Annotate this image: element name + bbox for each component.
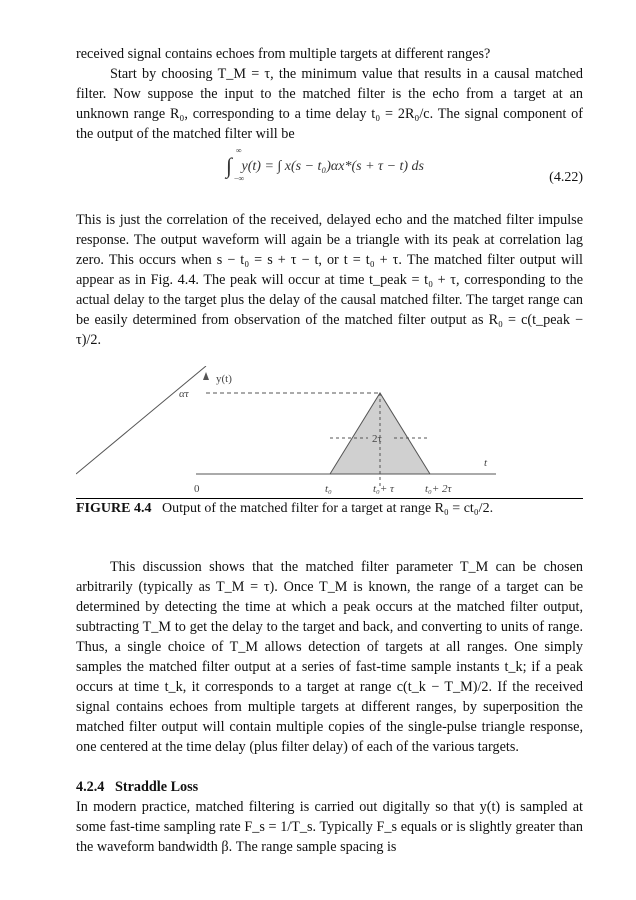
figure-4-4 bbox=[76, 366, 583, 496]
paragraph-1: Start by choosing T_M = τ, the minimum value that results in a causal matched filter. Now suppose the input to the matched filter is the echo from a target at an unknown range R₀, corresponding to a time delay t₀ = 2R₀/c. The signal component of the output of the matched filter will be bbox=[76, 66, 583, 142]
section-heading bbox=[76, 777, 583, 797]
width-label: 2τ bbox=[372, 433, 382, 445]
x-axis-label: t bbox=[484, 457, 488, 469]
y-axis-label: y(t) bbox=[216, 373, 232, 385]
equation-formula bbox=[226, 146, 425, 183]
section-number: 4.2.4 bbox=[76, 779, 105, 795]
integral-lower-limit: −∞ bbox=[234, 174, 245, 183]
paragraph-2: This is just the correlation of the received, delayed echo and the matched filter impulse response. The output waveform will again be a triangle with its peak at correlation lag zero. This occurs when s − t₀ = s + τ − t, or t = t₀ + τ. The matched filter output will appear as in Fig. 4.4. The peak will occur at time t_peak = t₀ + τ, corresponding to the actual delay to the target plus the delay of the causal matched filter. The target range can be easily determined from observation of the matched filter output as R₀ = c(t_peak − τ)/2. bbox=[76, 212, 583, 348]
figure-caption-text: Output of the matched filter for a target at range R₀ = ct₀/2. bbox=[161, 501, 494, 516]
integral-upper-limit: ∞ bbox=[236, 146, 242, 155]
y-axis bbox=[76, 366, 206, 474]
paragraph-0: received signal contains echoes from multiple targets at different ranges? bbox=[76, 46, 491, 62]
tick-label-t0-plus-2tau: t₀+ 2τ bbox=[425, 483, 452, 495]
equation-text: y(t) = ∫ x(s − t₀)αx*(s + τ − t) ds bbox=[241, 159, 425, 174]
y-axis-arrow bbox=[203, 372, 209, 380]
figure-plot bbox=[76, 366, 583, 496]
integral-sign: ∫ bbox=[226, 153, 233, 178]
tick-label-t0-plus-tau: t₀+ τ bbox=[373, 483, 394, 495]
equation-4-22 bbox=[76, 148, 583, 190]
figure-caption-label: FIGURE 4.4 bbox=[76, 501, 152, 516]
tick-label-t0: t₀ bbox=[325, 483, 332, 495]
equation-number: (4.22) bbox=[549, 170, 583, 185]
paragraph-4: In modern practice, matched filtering is carried out digitally so that y(t) is sampled at some fast-time sampling rate F_s = 1/T_s. Typically F_s equals or is slightly greater than the waveform bandwidth β. The range sample spacing is bbox=[76, 799, 583, 855]
figure-caption bbox=[76, 498, 583, 517]
peak-value-label: ατ bbox=[179, 388, 189, 400]
tick-label-0: 0 bbox=[194, 483, 200, 495]
page-content bbox=[76, 44, 583, 857]
paragraph-3: This discussion shows that the matched filter parameter T_M can be chosen arbitrarily (typically as T_M = τ). Once T_M is known, the range of a target can be determined by detecting the time at which a peak occurs at the matched filter output, subtracting T_M to get the delay to the target and back, and converting to units of range. Thus, a single choice of T_M allows detection of targets at all ranges. One simply samples the matched filter output at a series of fast-time sample instants t_k; if a peak occurs at time t_k, it corresponds to a target at range c(t_k − T_M)/2. If the received signal contains echoes from multiple targets at different ranges, by superposition the matched filter output will contain multiple copies of the single-pulse triangle response, one centered at the time delay (plus filter delay) of each of the various targets. bbox=[76, 559, 583, 755]
section-title: Straddle Loss bbox=[115, 779, 199, 795]
